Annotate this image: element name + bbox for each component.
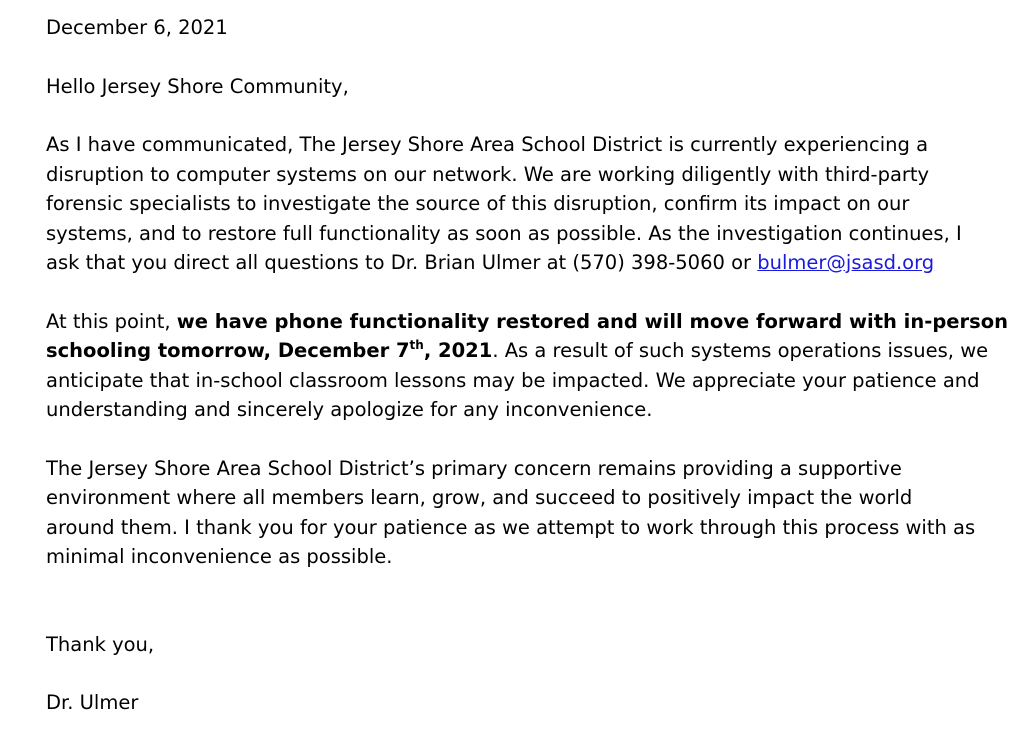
- email-link[interactable]: bulmer@jsasd.org: [757, 251, 935, 274]
- paragraph-1-line-4: systems, and to restore full functionality as soon as possible. As the investigation continues, I: [46, 221, 962, 245]
- closing: Thank you,: [46, 632, 155, 656]
- paragraph-2-line-2: [46, 336, 1006, 366]
- paragraph-2-bold-a: we have phone functionality restored and will move forward with in-person: [176, 309, 1009, 333]
- paragraph-1-line-3: forensic specialists to investigate the source of this disruption, confirm its impact on our: [46, 192, 910, 215]
- letter-body: [46, 13, 1009, 718]
- paragraph-3: [46, 454, 1006, 572]
- paragraph-2-bold-c: , 2021: [423, 339, 493, 362]
- paragraph-3-line-4: minimal inconvenience as possible.: [46, 545, 393, 568]
- paragraph-2-line-4: understanding and sincerely apologize for any inconvenience.: [46, 398, 653, 421]
- letter-date: December 6, 2021: [46, 16, 228, 39]
- paragraph-3-line-3: around them. I thank you for your patience as we attempt to work through this process with as: [46, 515, 976, 539]
- greeting: Hello Jersey Shore Community,: [46, 74, 349, 98]
- ordinal-suffix: th: [409, 338, 424, 352]
- paragraph-3-line-2: environment where all members learn, grow, and succeed to positively impact the world: [46, 486, 913, 509]
- signature: Dr. Ulmer: [46, 691, 139, 714]
- paragraph-2-intro: At this point,: [46, 309, 177, 333]
- paragraph-3-line-1: The Jersey Shore Area School District’s primary concern remains providing a supportive: [46, 456, 902, 480]
- contact-text: ask that you direct all questions to Dr. Brian Ulmer at (570) 398-5060 or: [46, 251, 758, 274]
- paragraph-1-line-1: As I have communicated, The Jersey Shore Area School District is currently experiencing a: [46, 133, 929, 156]
- paragraph-2-bold-b: schooling tomorrow, December 7: [46, 339, 410, 362]
- paragraph-2-line-3: anticipate that in-school classroom lessons may be impacted. We appreciate your patience and: [46, 368, 980, 392]
- paragraph-2-line-1: [46, 307, 1009, 337]
- paragraph-1: [46, 130, 1006, 278]
- paragraph-2: [46, 307, 1009, 425]
- paragraph-1-line-2: disruption to computer systems on our network. We are working diligently with third-party: [46, 162, 930, 186]
- paragraph-1-line-5: [46, 248, 1006, 278]
- paragraph-2-rest: . As a result of such systems operations issues, we: [492, 339, 989, 362]
